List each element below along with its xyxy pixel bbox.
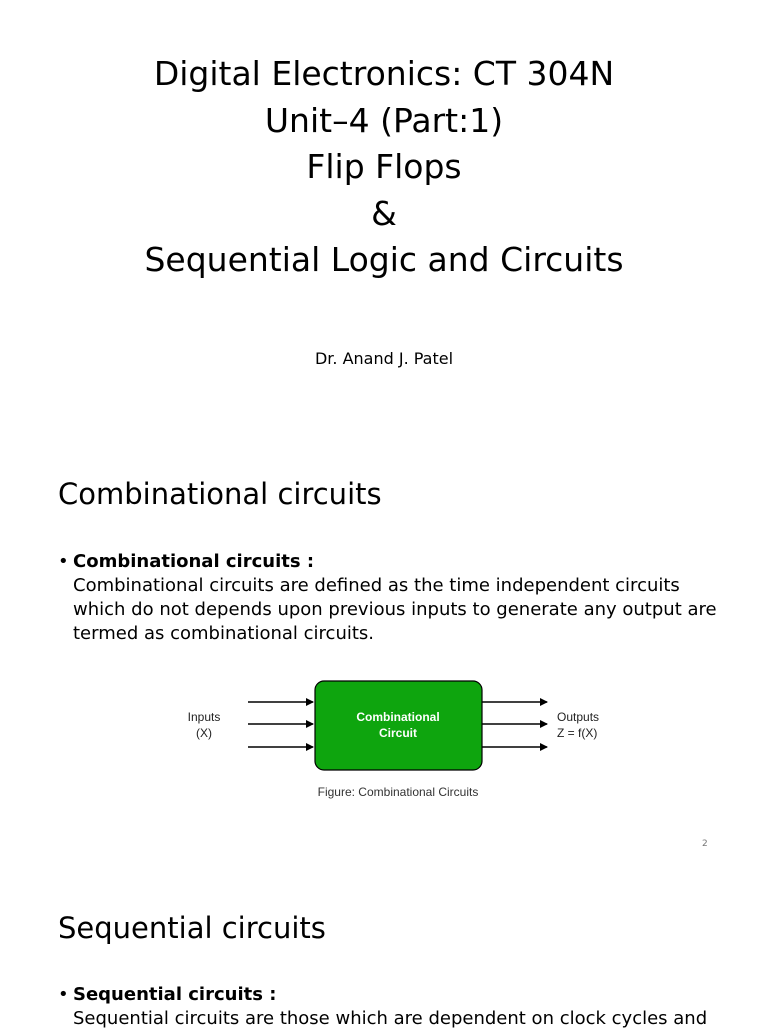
combinational-slide [0,430,768,860]
bullet-term-sequential: Sequential circuits : [73,984,277,1005]
outputs-label: Outputs [557,710,600,724]
title-line-topic: Flip Flops [306,147,462,186]
bullet-marker-sequential: • [58,984,69,1005]
bullet-marker: • [58,551,69,572]
title-line-course: Digital Electronics: CT 304N [153,54,615,93]
inputs-symbol: (X) [196,726,212,740]
title-line-ampersand: & [371,194,397,233]
bullet-description-sequential: Sequential circuits are those which are dependent on clock cycles and [73,1008,708,1029]
diagram-svg [170,676,620,806]
bullet-combinational [58,550,718,646]
slide-heading-sequential: Sequential circuits [58,911,326,945]
slide-heading: Combinational circuits [58,477,382,511]
bullet-term: Combinational circuits : [73,551,315,572]
author-name: Dr. Anand J. Patel [314,349,454,368]
title-slide [0,0,768,430]
block-label-line1: Combinational [356,710,440,724]
title-line-subtopic: Sequential Logic and Circuits [144,240,624,279]
outputs-formula: Z = f(X) [557,726,598,740]
block-label-line2: Circuit [378,726,418,740]
inputs-label: Inputs [187,710,221,724]
page-number: 2 [702,839,708,849]
figure-caption: Figure: Combinational Circuits [317,785,479,799]
title-line-unit: Unit–4 (Part:1) [264,101,504,140]
sequential-slide [0,860,768,1029]
bullet-description: Combinational circuits are defined as the time independent circuits which do not depends upon previous inputs to generate any output are termed as combinational circuits. [73,575,717,644]
combinational-circuit-diagram [170,676,620,806]
